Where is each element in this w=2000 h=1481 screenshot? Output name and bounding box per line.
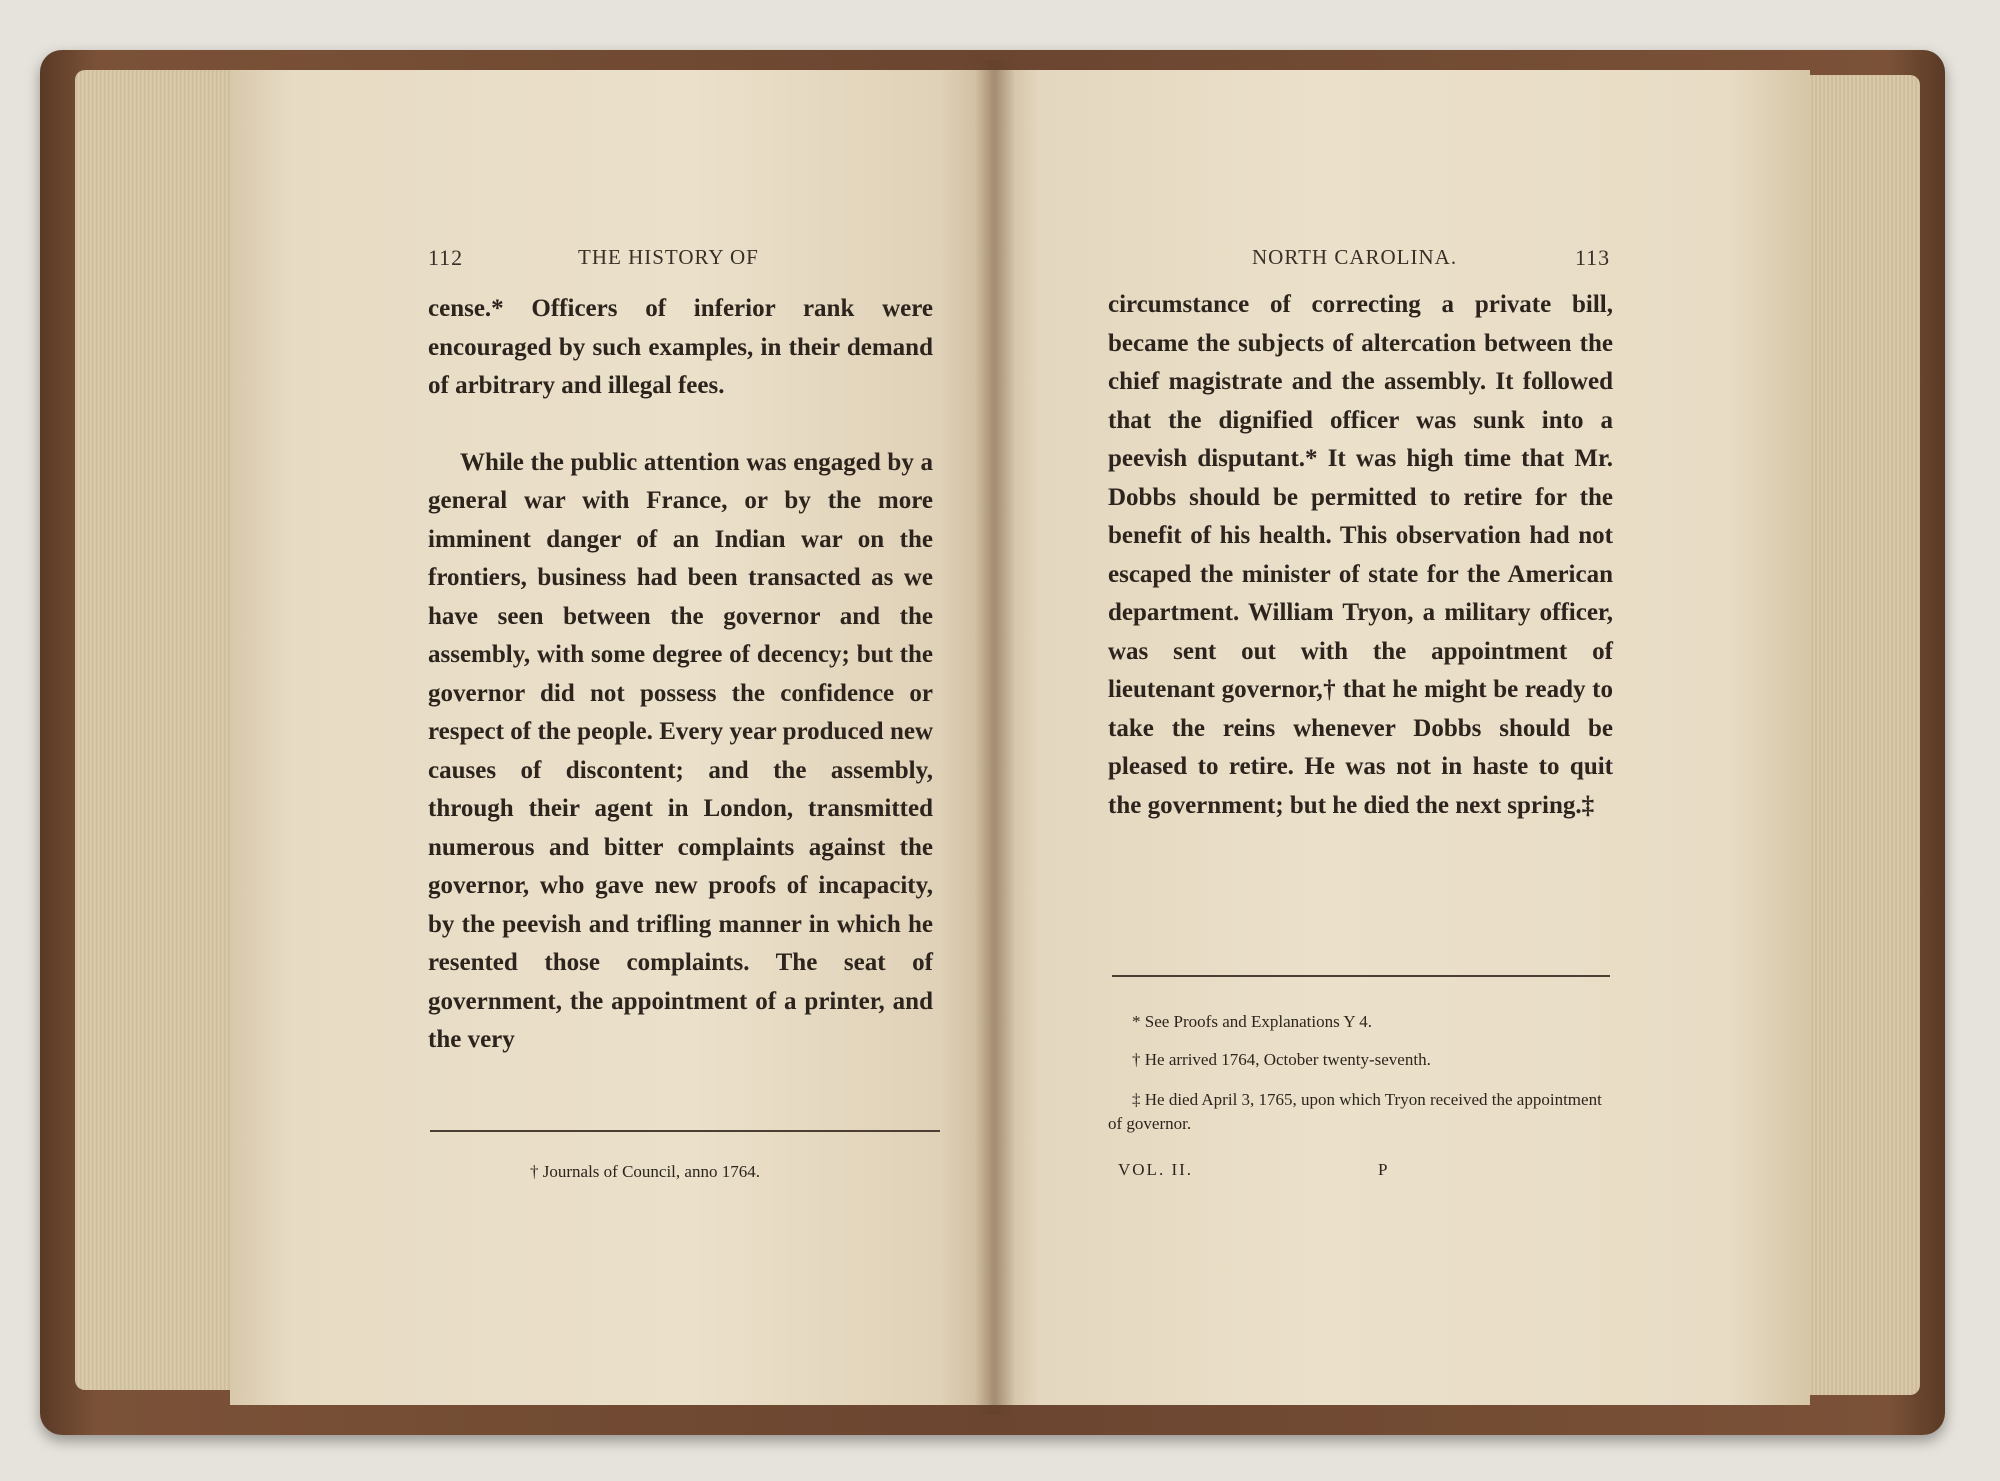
right-running-head: NORTH CAROLINA.	[1252, 245, 1458, 269]
right-page-number: 113	[1575, 245, 1611, 270]
page-edges-left	[75, 70, 245, 1390]
left-paragraph-1: cense.* Officers of inferior rank were encouraged by such examples, in their demand of arbitrary and illegal fees.	[428, 295, 933, 399]
left-paragraph-2: While the public attention was engaged by a general war with France, or by the more imminent danger of an Indian war on the frontiers, business had been transacted as we have seen between the governor and the assembly, with some degree of decency; but the governor did not possess the confidence or respect of the people. Every year produced new causes of discontent; and the assembly, through their agent in London, transmitted numerous and bitter complaints against the governor, who gave new proofs of incapacity, by the peevish and trifling manner in which he resented those complaints. The seat of government, the appointment of a printer, and the very	[428, 448, 933, 1053]
signature-volume: VOL. II.	[1118, 1160, 1194, 1179]
left-page-number: 112	[428, 245, 464, 270]
right-page-body	[1108, 286, 1613, 825]
left-running-head: THE HISTORY OF	[578, 245, 759, 269]
right-footnote-2: † He arrived 1764, October twenty-seventh.	[1132, 1050, 1431, 1069]
right-footnote-3: ‡ He died April 3, 1765, upon which Tryon received the appointment of governor.	[1108, 1090, 1602, 1133]
right-paragraph-1: circumstance of correcting a private bill, became the subjects of altercation between the chief magistrate and the assembly. It followed that the dignified officer was sunk into a peevish disputant.* It was high time that Mr. Dobbs should be permitted to retire for the benefit of his health. This observation had not escaped the minister of state for the American department. William Tryon, a military officer, was sent out with the appointment of lieutenant governor,† that he might be ready to take the reins whenever Dobbs should be pleased to retire. He was not in haste to quit the government; but he died the next spring.‡	[1108, 291, 1613, 819]
left-page-body	[428, 290, 933, 1060]
book-gutter	[975, 60, 1015, 1415]
left-footnote-rule	[430, 1130, 940, 1132]
right-footnote-rule	[1112, 975, 1610, 977]
right-footnote-1: * See Proofs and Explanations Y 4.	[1132, 1012, 1373, 1031]
left-footnote: † Journals of Council, anno 1764.	[530, 1162, 760, 1181]
signature-mark: P	[1378, 1160, 1390, 1179]
